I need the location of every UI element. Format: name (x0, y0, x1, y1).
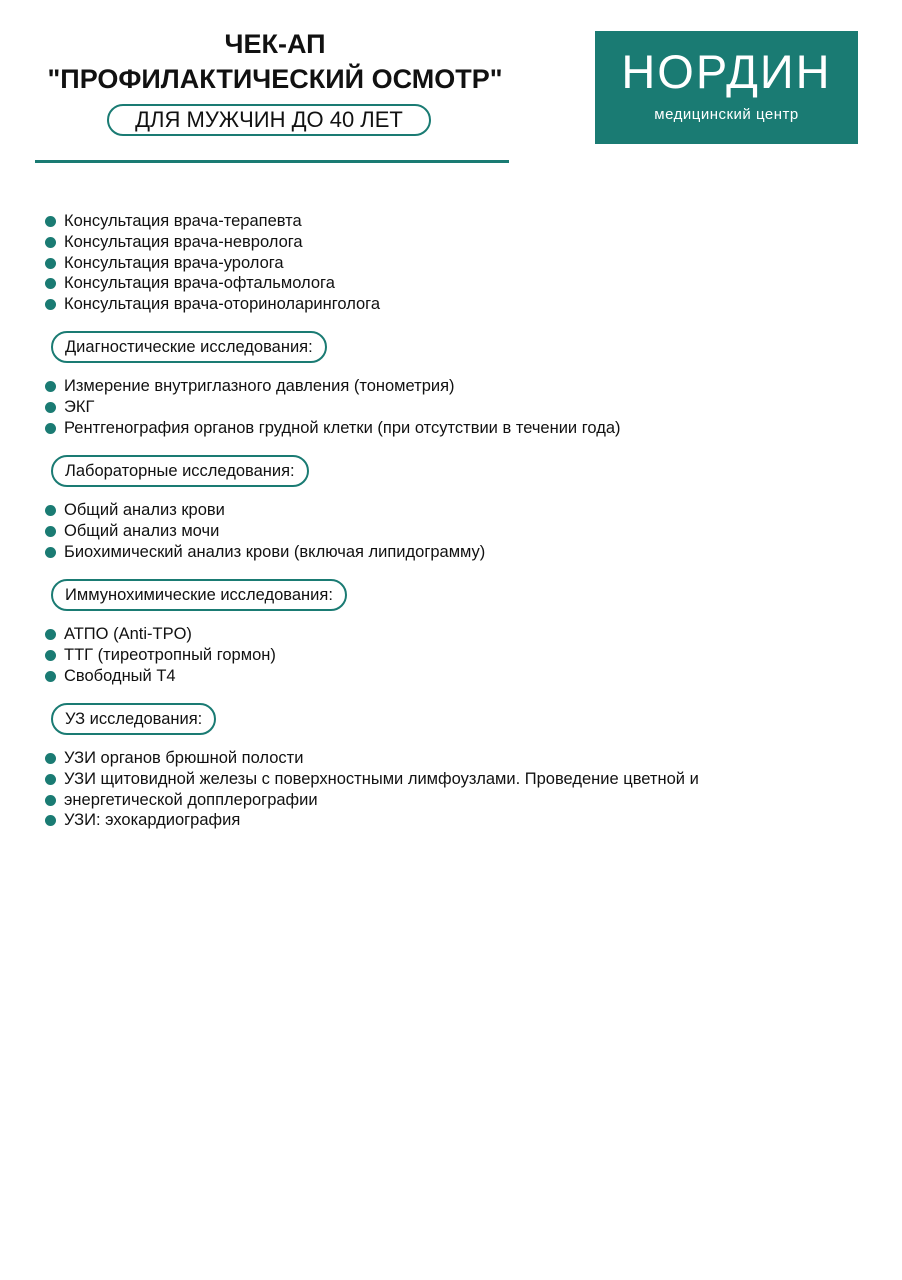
bullet-icon (45, 423, 56, 434)
bullet-icon (45, 505, 56, 516)
bullet-icon (45, 526, 56, 537)
bullet-icon (45, 381, 56, 392)
bullet-icon (45, 629, 56, 640)
clinic-logo (595, 31, 858, 144)
bullet-icon (45, 753, 56, 764)
bullet-icon (45, 671, 56, 682)
bullet-icon (45, 774, 56, 785)
bullet-icon (45, 402, 56, 413)
bullet-icon (45, 795, 56, 806)
section-heading-immunochemical: Иммунохимические исследования: (51, 579, 347, 611)
bullet-icon (45, 258, 56, 269)
section-heading-diagnostics: Диагностические исследования: (51, 331, 327, 363)
section-heading-ultrasound: УЗ исследования: (51, 703, 216, 735)
bullet-icon (45, 216, 56, 227)
clinic-logo-tagline: медицинский центр (654, 106, 799, 123)
bullet-icon (45, 815, 56, 826)
page-title-line-1: ЧЕК-АП (224, 29, 326, 59)
clinic-logo-name: НОРДИН (621, 45, 832, 98)
header-divider (35, 160, 509, 163)
audience-badge: ДЛЯ МУЖЧИН ДО 40 ЛЕТ (107, 104, 431, 136)
page-title-line-2: "ПРОФИЛАКТИЧЕСКИЙ ОСМОТР" (47, 64, 503, 94)
bullet-icon (45, 299, 56, 310)
bullet-icon (45, 237, 56, 248)
bullet-icon (45, 547, 56, 558)
section-heading-laboratory: Лабораторные исследования: (51, 455, 309, 487)
bullet-icon (45, 278, 56, 289)
bullet-icon (45, 650, 56, 661)
